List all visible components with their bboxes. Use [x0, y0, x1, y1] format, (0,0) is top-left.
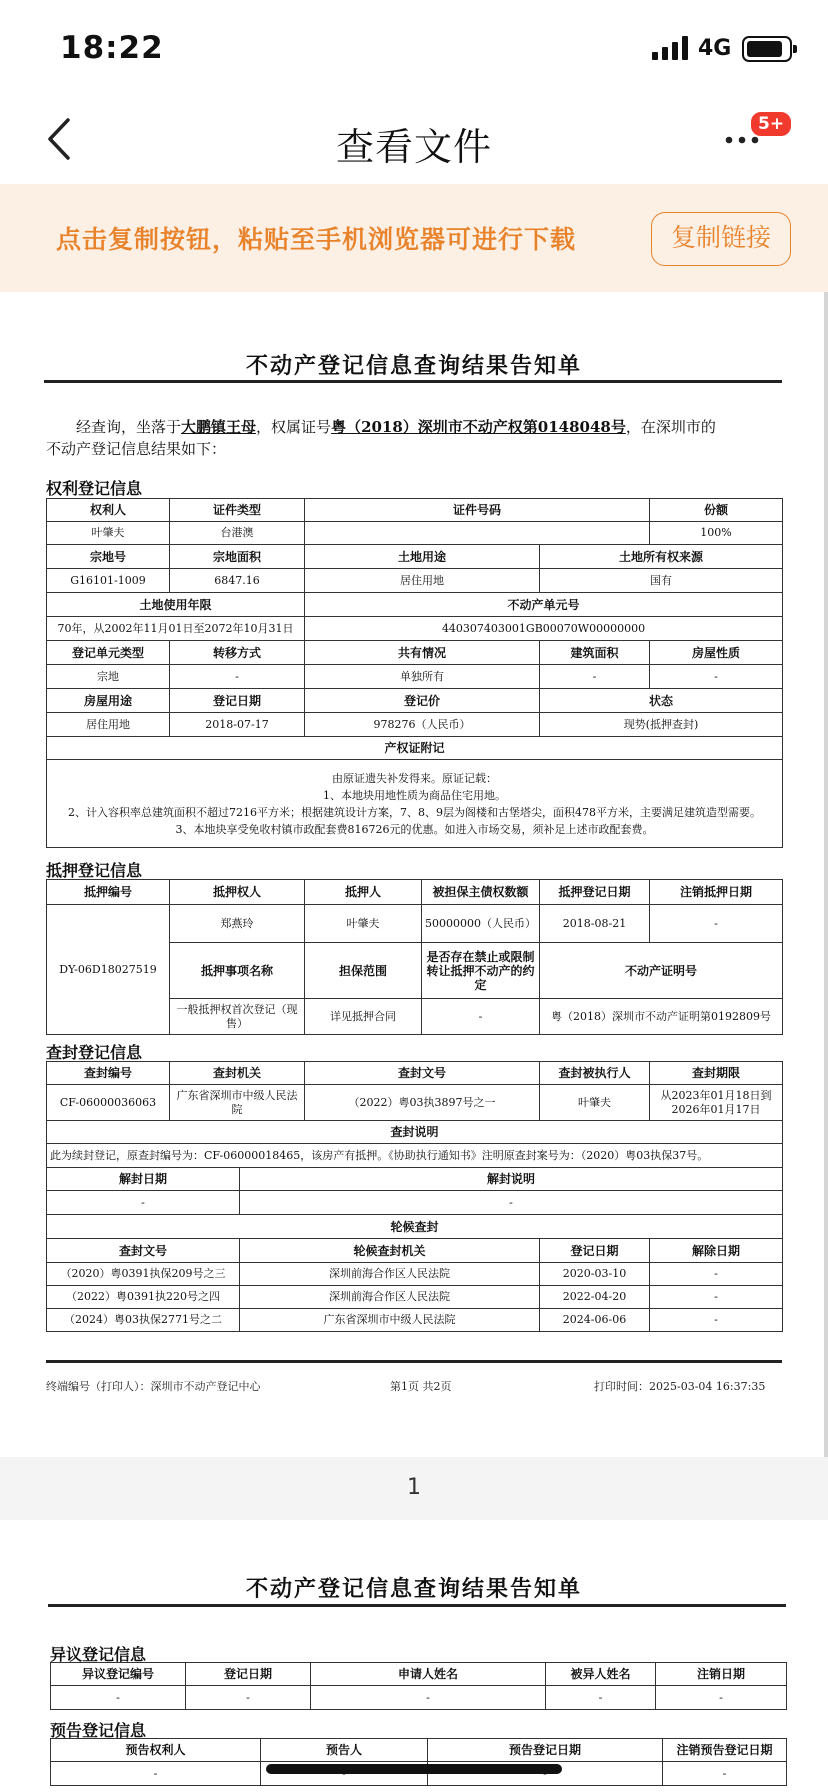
table-cell: 单独所有: [305, 665, 540, 689]
seal-table: [46, 1061, 783, 1332]
table-cell: -: [546, 1686, 656, 1710]
table-cell: DY-06D18027519: [47, 905, 170, 1035]
table-cell: 注销抵押日期: [650, 880, 783, 905]
table-cell: -: [650, 665, 783, 689]
mortgage-table: [46, 879, 783, 1035]
table-cell: 房屋性质: [650, 641, 783, 665]
table-cell: -: [51, 1762, 261, 1786]
table-cell: 被异人姓名: [546, 1663, 656, 1686]
table-cell: G16101-1009: [47, 569, 170, 593]
table-cell: 转移方式: [170, 641, 305, 665]
section-notice: 预告登记信息: [50, 1721, 147, 1740]
table-cell: -: [170, 665, 305, 689]
table-cell: -: [650, 1286, 783, 1309]
banner-text: 点击复制按钮，粘贴至手机浏览器可进行下载: [56, 225, 577, 254]
document-title-2: 不动产登记信息查询结果告知单: [245, 1576, 582, 1602]
table-cell: 抵押权人: [170, 880, 305, 905]
table-cell: 是否存在禁止或限制转让抵押不动产的约定: [422, 943, 540, 999]
page-title: 查看文件: [335, 125, 492, 169]
table-cell: -: [311, 1686, 546, 1710]
table-cell: 深圳前海合作区人民法院: [240, 1263, 540, 1286]
table-row: [47, 1286, 783, 1309]
table-cell: 50000000（人民币）: [422, 905, 540, 943]
note-line: 1、本地块用地性质为商品住宅用地。: [323, 788, 506, 802]
table-cell: 查封编号: [47, 1062, 170, 1085]
table-cell: 6847.16: [170, 569, 305, 593]
footer-terminal: 终端编号（打印人）：深圳市不动产登记中心: [46, 1380, 261, 1393]
table-cell: 预告登记日期: [428, 1739, 663, 1762]
home-indicator[interactable]: [266, 1764, 562, 1774]
table-cell: 查封文号: [305, 1062, 540, 1085]
table-cell: 70年，从2002年11月01日至2072年10月31日: [47, 617, 305, 641]
dispute-table: [50, 1662, 787, 1710]
intro-text: 经查询，坐落于大鹏镇王母，权属证号粤（2018）深圳市不动产权第0148048号，在深圳市的 不动产登记信息结果如下：: [46, 418, 716, 458]
table-cell: 预告人: [261, 1739, 428, 1762]
notification-badge: 5+: [749, 110, 793, 138]
footer-print-time: 打印时间：2025-03-04 16:37:35: [594, 1380, 766, 1393]
table-cell: 广东省深圳市中级人民法院: [170, 1085, 305, 1121]
table-cell: 宗地面积: [170, 545, 305, 569]
table-cell: 解封日期: [47, 1168, 240, 1191]
table-cell: 共有情况: [305, 641, 540, 665]
note-line: 3、本地块享受免收村镇市政配套费816726元的优惠。如进入市场交易，须补足上述市政配套费。: [175, 822, 654, 836]
notice-table: [50, 1738, 787, 1786]
footer-rule: [46, 1360, 782, 1363]
table-cell: -: [240, 1191, 783, 1215]
rights-table: [46, 498, 783, 848]
table-cell: -: [186, 1686, 311, 1710]
document-page-1: [0, 292, 828, 1457]
table-cell: 轮候查封机关: [240, 1239, 540, 1263]
table-cell: （2020）粤0391执保209号之三: [47, 1263, 240, 1286]
table-cell: 注销日期: [656, 1663, 787, 1686]
table-cell: 土地用途: [305, 545, 540, 569]
table-cell: 宗地号: [47, 545, 170, 569]
table-cell: 查封期限: [650, 1062, 783, 1085]
table-cell: 房屋用途: [47, 689, 170, 713]
table-cell: 注销预告登记日期: [663, 1739, 787, 1762]
table-cell: 2018-07-17: [170, 713, 305, 737]
table-cell: 预告权利人: [51, 1739, 261, 1762]
table-cell: 叶肇夫: [540, 1085, 650, 1121]
table-cell: 100%: [650, 522, 783, 545]
title-rule: [44, 380, 782, 383]
table-cell: 粤（2018）深圳市不动产证明第0192809号: [540, 999, 783, 1035]
table-cell: 登记日期: [540, 1239, 650, 1263]
table-cell: CF-06000036063: [47, 1085, 170, 1121]
table-cell: 担保范围: [305, 943, 422, 999]
rights-note-cell: [47, 760, 783, 848]
table-cell: 异议登记编号: [51, 1663, 186, 1686]
table-cell: 不动产证明号: [540, 943, 783, 999]
table-cell: 解除日期: [650, 1239, 783, 1263]
table-cell: 证件号码: [305, 499, 650, 522]
table-cell: 深圳前海合作区人民法院: [240, 1286, 540, 1309]
table-cell: 居住用地: [47, 713, 170, 737]
table-cell: 产权证附记: [47, 737, 783, 760]
table-cell: 郑燕玲: [170, 905, 305, 943]
section-dispute: 异议登记信息: [50, 1645, 147, 1664]
table-cell: 居住用地: [305, 569, 540, 593]
table-cell: -: [663, 1762, 787, 1786]
table-cell: 登记日期: [170, 689, 305, 713]
section-seal: 查封登记信息: [46, 1043, 143, 1062]
table-cell: 抵押事项名称: [170, 943, 305, 999]
table-cell: 申请人姓名: [311, 1663, 546, 1686]
status-time: 18:22: [60, 30, 164, 66]
table-cell: 土地使用年限: [47, 593, 305, 617]
table-cell: 状态: [540, 689, 783, 713]
table-cell: 查封被执行人: [540, 1062, 650, 1085]
table-cell: 2018-08-21: [540, 905, 650, 943]
table-cell: 叶肇夫: [47, 522, 170, 545]
table-cell: 此为续封登记，原查封编号为：CF-06000018465，该房产有抵押。《协助执行通知书》注明原查封案号为：（2020）粤03执保37号。: [47, 1144, 783, 1168]
status-bar: [0, 0, 828, 98]
note-line: 2、计入容积率总建筑面积不超过7216平方米；根据建筑设计方案，7、8、9层为阁楼和古堡塔尖，面积478平方米，主要满足建筑造型需要。: [68, 805, 761, 819]
page-separator: [0, 1457, 828, 1520]
table-cell: 抵押登记日期: [540, 880, 650, 905]
table-cell: 2020-03-10: [540, 1263, 650, 1286]
table-cell: 宗地: [47, 665, 170, 689]
signal-icon: [652, 36, 688, 60]
table-row: [47, 1309, 783, 1332]
table-cell: -: [650, 1309, 783, 1332]
table-cell: 现势(抵押查封): [540, 713, 783, 737]
table-row: [47, 1263, 783, 1286]
table-cell: 台港澳: [170, 522, 305, 545]
section-mortgage: 抵押登记信息: [46, 861, 143, 880]
title-rule-2: [48, 1604, 786, 1607]
copy-link-button[interactable]: 复制链接: [651, 212, 791, 266]
nav-bar: [0, 98, 828, 184]
table-cell: 登记日期: [186, 1663, 311, 1686]
table-cell: 土地所有权来源: [540, 545, 783, 569]
table-cell: （2022）粤03执3897号之一: [305, 1085, 540, 1121]
document-page-2: [0, 1520, 828, 1792]
note-line: 由原证遗失补发得来。原证记载：: [332, 771, 497, 785]
table-cell: -: [47, 1191, 240, 1215]
table-cell: 978276（人民币）: [305, 713, 540, 737]
network-type: 4G: [698, 36, 732, 61]
table-cell: 份额: [650, 499, 783, 522]
table-cell: -: [650, 905, 783, 943]
table-cell: 登记价: [305, 689, 540, 713]
footer-page-count: 第1页 共2页: [390, 1380, 452, 1393]
table-cell: 叶肇夫: [305, 905, 422, 943]
battery-icon: [742, 36, 792, 62]
document-sheet-2: [0, 1520, 828, 1792]
table-cell: 权利人: [47, 499, 170, 522]
table-cell: 2024-06-06: [540, 1309, 650, 1332]
table-cell: 证件类型: [170, 499, 305, 522]
table-cell: 查封机关: [170, 1062, 305, 1085]
table-cell: 抵押编号: [47, 880, 170, 905]
table-cell: [305, 522, 650, 545]
table-cell: （2022）粤0391执220号之四: [47, 1286, 240, 1309]
document-sheet: [0, 292, 828, 1457]
table-cell: 从2023年01月18日到2026年01月17日: [650, 1085, 783, 1121]
table-cell: -: [422, 999, 540, 1035]
table-cell: 不动产单元号: [305, 593, 783, 617]
table-cell: 建筑面积: [540, 641, 650, 665]
table-cell: 国有: [540, 569, 783, 593]
table-cell: （2024）粤03执保2771号之二: [47, 1309, 240, 1332]
section-rights: 权利登记信息: [46, 479, 143, 498]
table-cell: -: [540, 665, 650, 689]
table-cell: 查封说明: [47, 1121, 783, 1144]
table-cell: 登记单元类型: [47, 641, 170, 665]
table-cell: -: [656, 1686, 787, 1710]
table-cell: -: [51, 1686, 186, 1710]
page-number: 1: [407, 1475, 421, 1500]
table-cell: 详见抵押合同: [305, 999, 422, 1035]
table-cell: 轮候查封: [47, 1215, 783, 1239]
table-cell: -: [650, 1263, 783, 1286]
table-cell: 一般抵押权首次登记（现售）: [170, 999, 305, 1035]
table-cell: 查封文号: [47, 1239, 240, 1263]
document-title: 不动产登记信息查询结果告知单: [245, 353, 582, 379]
table-cell: 440307403001GB00070W00000000: [305, 617, 783, 641]
table-cell: 抵押人: [305, 880, 422, 905]
download-tip-banner: [0, 184, 828, 292]
table-cell: 广东省深圳市中级人民法院: [240, 1309, 540, 1332]
table-cell: 被担保主债权数额: [422, 880, 540, 905]
table-cell: 2022-04-20: [540, 1286, 650, 1309]
table-cell: 解封说明: [240, 1168, 783, 1191]
